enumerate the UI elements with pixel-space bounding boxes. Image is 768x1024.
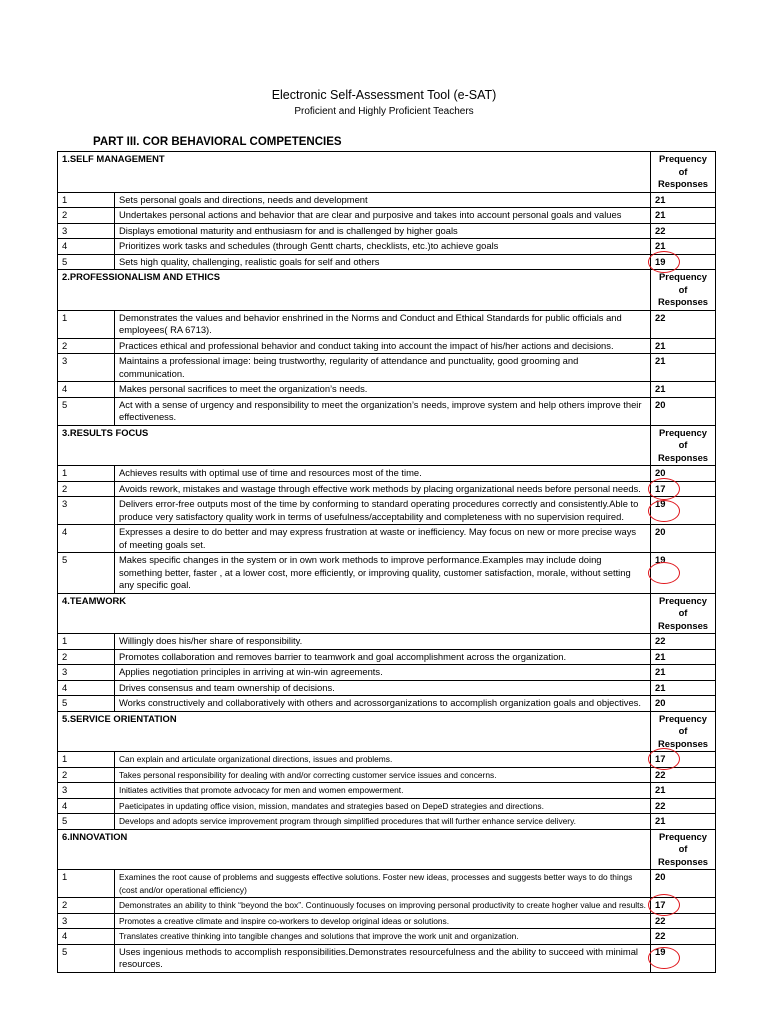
table-row — [58, 870, 716, 898]
frequency-value: 21 — [655, 815, 666, 826]
frequency-cell — [651, 354, 716, 382]
item-number: 3 — [58, 783, 115, 799]
table-row — [58, 553, 716, 594]
frequency-value: 20 — [655, 526, 666, 537]
frequency-value: 22 — [655, 311, 666, 323]
part-heading: PART III. COR BEHAVIORAL COMPETENCIES — [93, 136, 342, 148]
section-header-row — [58, 152, 716, 193]
item-description: Undertakes personal actions and behavior that are clear and purposive and takes into account personal goals and values — [115, 208, 651, 224]
table-row — [58, 898, 716, 914]
frequency-cell — [651, 497, 716, 525]
section-header-row — [58, 711, 716, 752]
item-description: Displays emotional maturity and enthusiasm for and is challenged by higher goals — [115, 223, 651, 239]
frequency-value: 17 — [655, 482, 666, 494]
item-description: Act with a sense of urgency and responsibility to meet the organization’s needs, improve system and help others improve their effectiveness. — [115, 397, 651, 425]
section-header-row — [58, 425, 716, 466]
item-number: 2 — [58, 767, 115, 783]
frequency-value: 20 — [655, 871, 666, 882]
frequency-header: Prequency of Responses — [651, 152, 716, 193]
table-row — [58, 192, 716, 208]
frequency-cell — [651, 481, 716, 497]
item-number: 2 — [58, 481, 115, 497]
item-description: Uses ingenious methods to accomplish responsibilities.Demonstrates resourcefulness and the ability to succeed with minimal resources. — [115, 944, 651, 972]
item-number: 4 — [58, 680, 115, 696]
section-title: 1.SELF MANAGEMENT — [58, 152, 651, 193]
item-number: 2 — [58, 338, 115, 354]
frequency-value: 21 — [655, 383, 666, 394]
red-circle-mark — [648, 947, 680, 969]
item-number: 3 — [58, 665, 115, 681]
frequency-cell — [651, 752, 716, 768]
document-title: Electronic Self-Assessment Tool (e-SAT) — [271, 88, 497, 102]
item-number: 4 — [58, 798, 115, 814]
frequency-value: 21 — [655, 784, 666, 795]
item-number: 4 — [58, 382, 115, 398]
table-row — [58, 481, 716, 497]
table-row — [58, 466, 716, 482]
frequency-value: 17 — [655, 899, 666, 910]
item-number: 1 — [58, 752, 115, 768]
frequency-value: 22 — [655, 768, 666, 780]
frequency-value: 22 — [655, 930, 666, 941]
frequency-value: 19 — [655, 255, 666, 267]
item-description: Sets high quality, challenging, realistic goals for self and others — [115, 254, 651, 270]
section-title: 6.INNOVATION — [58, 829, 651, 870]
item-description: Applies negotiation principles in arriving at win-win agreements. — [115, 665, 651, 681]
frequency-value: 21 — [655, 650, 666, 662]
frequency-cell — [651, 696, 716, 712]
frequency-cell — [651, 665, 716, 681]
frequency-value: 21 — [655, 209, 666, 220]
frequency-value: 22 — [655, 799, 666, 811]
table-row — [58, 929, 716, 945]
frequency-cell — [651, 254, 716, 270]
item-number: 5 — [58, 696, 115, 712]
item-number: 5 — [58, 397, 115, 425]
item-number: 1 — [58, 634, 115, 650]
item-number: 5 — [58, 254, 115, 270]
item-description: Makes specific changes in the system or in own work methods to improve performance.Examples may include doing something better, faster , at a lower cost, more efficiently, or improving quality, customer satisfaction, morale, without setting any specific goal. — [115, 553, 651, 594]
item-description: Achieves results with optimal use of time and resources most of the time. — [115, 466, 651, 482]
table-row — [58, 497, 716, 525]
table-row — [58, 254, 716, 270]
item-description: Avoids rework, mistakes and wastage through effective work methods by placing organizational needs before personal needs. — [115, 481, 651, 497]
red-circle-mark — [648, 562, 680, 584]
frequency-value: 21 — [655, 240, 666, 251]
frequency-header: Prequency of Responses — [651, 425, 716, 466]
frequency-value: 21 — [655, 681, 666, 693]
item-number: 2 — [58, 208, 115, 224]
item-description: Initiates activities that promote advocacy for men and women empowerment. — [115, 783, 651, 799]
table-row — [58, 397, 716, 425]
frequency-cell — [651, 382, 716, 398]
frequency-cell — [651, 192, 716, 208]
item-number: 2 — [58, 649, 115, 665]
section-title: 3.RESULTS FOCUS — [58, 425, 651, 466]
frequency-value: 21 — [655, 355, 666, 366]
item-number: 3 — [58, 223, 115, 239]
frequency-header: Prequency of Responses — [651, 270, 716, 311]
table-row — [58, 913, 716, 929]
frequency-cell — [651, 634, 716, 650]
item-number: 4 — [58, 239, 115, 255]
table-row — [58, 944, 716, 972]
frequency-value: 19 — [655, 554, 666, 565]
frequency-cell — [651, 944, 716, 972]
frequency-value: 19 — [655, 945, 666, 957]
table-row — [58, 798, 716, 814]
frequency-value: 21 — [655, 666, 666, 677]
table-row — [58, 525, 716, 553]
item-description: Promotes collaboration and removes barrier to teamwork and goal accomplishment across the organization. — [115, 649, 651, 665]
item-description: Takes personal responsibility for dealing with and/or correcting customer service issues and concerns. — [115, 767, 651, 783]
table-row — [58, 338, 716, 354]
item-number: 5 — [58, 814, 115, 830]
table-row — [58, 239, 716, 255]
red-circle-mark — [648, 500, 680, 522]
table-row — [58, 382, 716, 398]
table-row — [58, 649, 716, 665]
frequency-value: 20 — [655, 467, 666, 478]
frequency-value: 22 — [655, 635, 666, 646]
document-subtitle: Proficient and Highly Proficient Teachers — [294, 106, 474, 117]
table-row — [58, 634, 716, 650]
frequency-header: Prequency of Responses — [651, 593, 716, 634]
frequency-value: 17 — [655, 753, 666, 764]
frequency-cell — [651, 397, 716, 425]
item-number: 4 — [58, 525, 115, 553]
red-circle-mark — [648, 251, 680, 273]
frequency-value: 20 — [655, 697, 666, 708]
competency-table — [57, 151, 716, 973]
frequency-cell — [651, 814, 716, 830]
item-description: Promotes a creative climate and inspire co-workers to develop original ideas or solutions. — [115, 913, 651, 929]
item-number: 2 — [58, 898, 115, 914]
frequency-value: 21 — [655, 339, 666, 351]
item-number: 1 — [58, 310, 115, 338]
frequency-cell — [651, 338, 716, 354]
item-number: 1 — [58, 192, 115, 208]
frequency-cell — [651, 649, 716, 665]
item-description: Works constructively and collaboratively with others and acrossorganizations to accomplish organization goals and objectives. — [115, 696, 651, 712]
table-row — [58, 665, 716, 681]
item-description: Prioritizes work tasks and schedules (through Gentt charts, checklists, etc.)to achieve goals — [115, 239, 651, 255]
table-row — [58, 223, 716, 239]
section-header-row — [58, 270, 716, 311]
competency-table-body — [58, 152, 716, 973]
frequency-cell — [651, 783, 716, 799]
item-description: Drives consensus and team ownership of decisions. — [115, 680, 651, 696]
red-circle-mark — [648, 478, 680, 500]
frequency-value: 22 — [655, 914, 666, 926]
item-description: Practices ethical and professional behavior and conduct taking into account the impact of his/her actions and decisions. — [115, 338, 651, 354]
table-row — [58, 354, 716, 382]
table-row — [58, 208, 716, 224]
section-title: 4.TEAMWORK — [58, 593, 651, 634]
item-description: Sets personal goals and directions, needs and development — [115, 192, 651, 208]
item-description: Examines the root cause of problems and suggests effective solutions. Foster new ideas, processes and suggests better ways to do things (cost and/or operational efficiency) — [115, 870, 651, 898]
item-description: Can explain and articulate organizational directions, issues and problems. — [115, 752, 651, 768]
item-description: Maintains a professional image: being trustworthy, regularity of attendance and punctuality, good grooming and communication. — [115, 354, 651, 382]
item-description: Expresses a desire to do better and may express frustration at waste or inefficiency. May focus on new or more precise ways of meeting goals set. — [115, 525, 651, 553]
table-row — [58, 310, 716, 338]
section-title: 5.SERVICE ORIENTATION — [58, 711, 651, 752]
frequency-value: 21 — [655, 193, 666, 205]
frequency-cell — [651, 525, 716, 553]
item-description: Paeticipates in updating office vision, mission, mandates and strategies based on DepeD strategies and directions. — [115, 798, 651, 814]
item-description: Demonstrates the values and behavior enshrined in the Norms and Conduct and Ethical Standards for public officials and employees( RA 6713). — [115, 310, 651, 338]
item-description: Delivers error-free outputs most of the time by conforming to standard operating procedures correctly and consistently.Able to produce very satisfactory quality work in terms of usefulness/acceptability and completeness with no supervision required. — [115, 497, 651, 525]
frequency-header: Prequency of Responses — [651, 711, 716, 752]
frequency-cell — [651, 310, 716, 338]
frequency-value: 20 — [655, 398, 666, 410]
frequency-cell — [651, 680, 716, 696]
frequency-cell — [651, 208, 716, 224]
section-header-row — [58, 593, 716, 634]
item-number: 3 — [58, 354, 115, 382]
section-header-row — [58, 829, 716, 870]
table-row — [58, 814, 716, 830]
frequency-value: 19 — [655, 498, 666, 509]
frequency-cell — [651, 553, 716, 594]
item-description: Willingly does his/her share of responsibility. — [115, 634, 651, 650]
table-row — [58, 752, 716, 768]
item-number: 5 — [58, 553, 115, 594]
section-title: 2.PROFESSIONALISM AND ETHICS — [58, 270, 651, 311]
item-description: Develops and adopts service improvement program through simplified procedures that will further enhance service delivery. — [115, 814, 651, 830]
frequency-header: Prequency of Responses — [651, 829, 716, 870]
item-description: Makes personal sacrifices to meet the organization’s needs. — [115, 382, 651, 398]
item-number: 1 — [58, 466, 115, 482]
frequency-value: 22 — [655, 224, 666, 236]
frequency-cell — [651, 929, 716, 945]
table-row — [58, 783, 716, 799]
item-description: Translates creative thinking into tangible changes and solutions that improve the work unit and organization. — [115, 929, 651, 945]
table-row — [58, 767, 716, 783]
item-number: 4 — [58, 929, 115, 945]
item-number: 3 — [58, 497, 115, 525]
item-number: 5 — [58, 944, 115, 972]
frequency-cell — [651, 223, 716, 239]
frequency-cell — [651, 798, 716, 814]
item-number: 3 — [58, 913, 115, 929]
item-number: 1 — [58, 870, 115, 898]
frequency-cell — [651, 898, 716, 914]
table-row — [58, 696, 716, 712]
item-description: Demonstrates an ability to think “beyond the box”. Continuously focuses on improving personal productivity to create hogher value and results. — [115, 898, 651, 914]
table-row — [58, 680, 716, 696]
